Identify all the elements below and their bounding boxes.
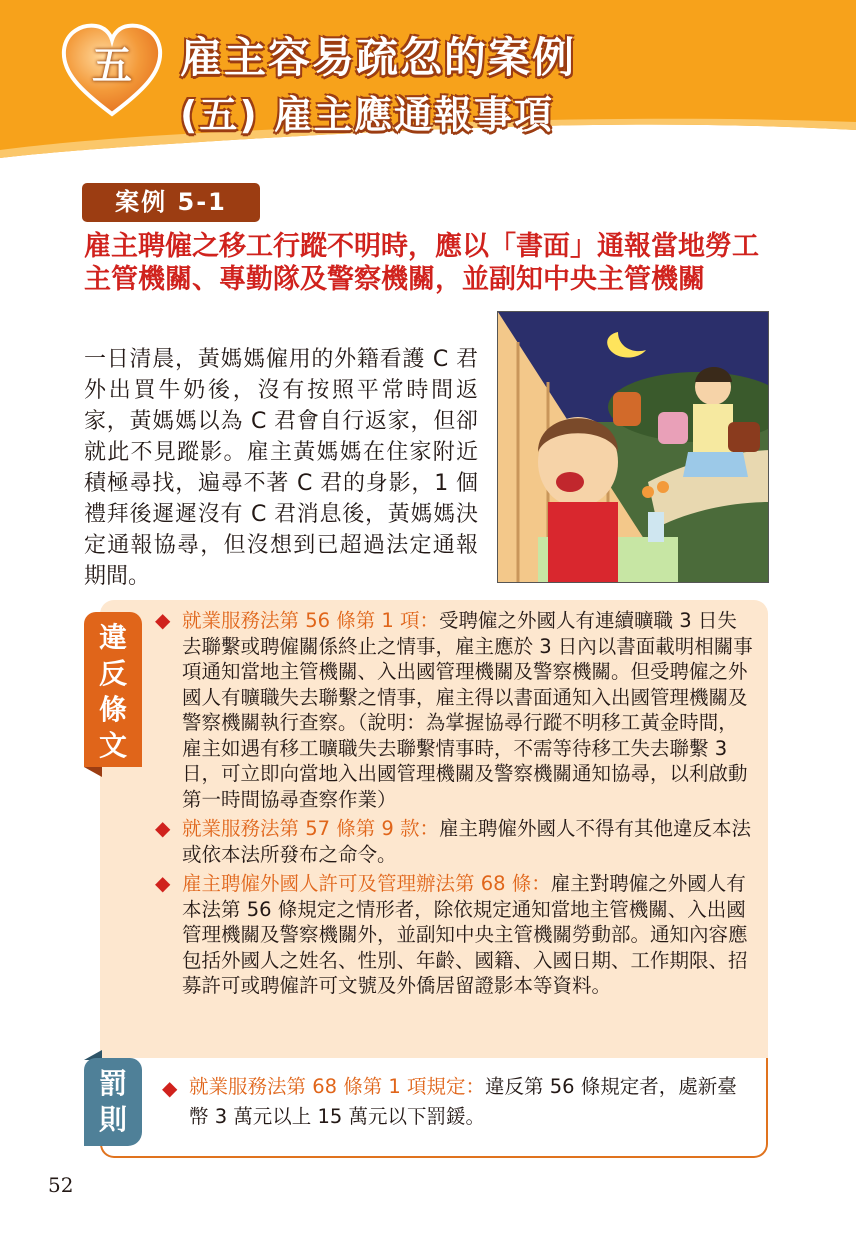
page-number: 52 <box>48 1173 74 1197</box>
case-heading: 雇主聘僱之移工行蹤不明時，應以「書面」通報當地勞工主管機關、專勤隊及警察機關，並副知中央主管機關 <box>84 231 759 295</box>
diamond-bullet-icon: ◆ <box>155 608 171 632</box>
penalty-section-tag <box>84 1058 142 1146</box>
case-tag: 案例 5-1 <box>82 183 260 222</box>
penalty-tag-text: 罰則 <box>98 1067 127 1136</box>
case-story: 一日清晨，黃媽媽僱用的外籍看護 C 君外出買牛奶後，沒有按照平常時間返家，黃媽媽以為 C 君會自行返家，但卻就此不見蹤影。雇主黃媽媽在住家附近積極尋找，遍尋不著 C 君的身影，1 個禮拜後遲遲沒有 C 君消息後，黃媽媽決定通報協尋，但沒想到已超過法定通報期間。 <box>84 347 478 589</box>
law-item <box>155 816 755 867</box>
law-text: 受聘僱之外國人有連續曠職 3 日失去聯繫或聘僱關係終止之情事，雇主應於 3 日內以書面載明相關事項通知當地主管機關、入出國管理機關及警察機關。但受聘僱之外國人有曠職失去聯繫之情事，雇主得以書面通知入出國管理機關及警察機關執行查察。（說明：為掌握協尋行蹤不明移工黃金時間，雇主如遇有移工曠職失去聯繫情事時，不需等待移工失去聯繫 3 日，可立即向當地入出國管理機關及警察機關通知協尋，以利啟動第一時間協尋查察作業） <box>182 609 753 811</box>
law-text: 雇主對聘僱之外國人有本法第 56 條規定之情形者，除依規定通知當地主管機關、入出國管理機關及警察機關外，並副知中央主管機關勞動部。通知內容應包括外國人之姓名、性別、年齡、國籍、入國日期、工作期限、招募許可或聘僱許可文號及外僑居留證影本等資料。 <box>182 872 748 997</box>
penalty-law-name: 就業服務法第 68 條第 1 項規定： <box>189 1075 486 1098</box>
penalty-item <box>162 1072 754 1132</box>
law-name: 就業服務法第 56 條第 1 項： <box>182 609 440 632</box>
law-name: 就業服務法第 57 條第 9 款： <box>182 817 440 840</box>
law-text: 雇主聘僱外國人不得有其他違反本法或依本法所發布之命令。 <box>182 817 752 866</box>
law-list <box>155 608 755 999</box>
law-name: 雇主聘僱外國人許可及管理辦法第 68 條： <box>182 872 551 895</box>
law-section-tag <box>84 612 142 767</box>
tag-fold <box>84 767 102 777</box>
page-title: 雇主容易疏忽的案例 <box>180 33 577 82</box>
law-item <box>155 871 755 999</box>
diamond-bullet-icon: ◆ <box>155 871 171 895</box>
case-illustration <box>497 311 769 583</box>
penalty-text: 違反第 56 條規定者，處新臺幣 3 萬元以上 15 萬元以下罰鍰。 <box>189 1075 737 1128</box>
chapter-number: 五 <box>92 43 132 89</box>
diamond-bullet-icon: ◆ <box>155 816 171 840</box>
diamond-bullet-icon: ◆ <box>162 1076 178 1100</box>
law-tag-text: 違反條文 <box>98 621 127 762</box>
law-item <box>155 608 755 812</box>
page-subtitle: (五) 雇主應通報事項 <box>180 93 554 137</box>
